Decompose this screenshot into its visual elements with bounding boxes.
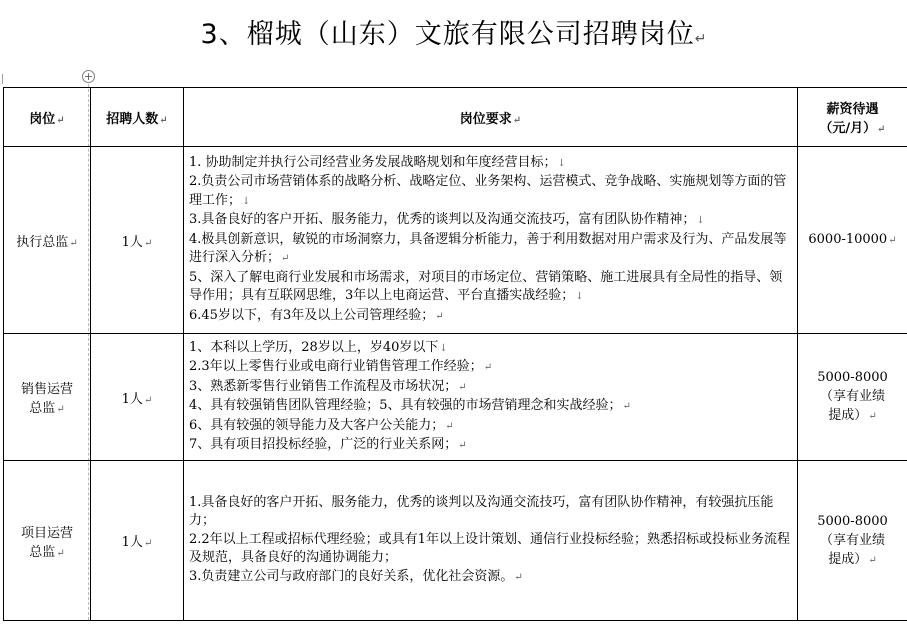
count-cell: 1人↵	[91, 461, 184, 621]
salary-cell: 6000-10000↵	[798, 147, 907, 334]
requirements-cell	[184, 147, 798, 334]
job-table	[3, 87, 907, 621]
table-row	[4, 334, 907, 461]
requirement-line: 1.具备良好的客户开拓、服务能力，优秀的谈判以及沟通交流技巧，富有团队协作精神，有较强抗压能力；	[189, 494, 774, 529]
count-cell: 1人↵	[91, 334, 184, 461]
header-requirements: 岗位要求↵	[184, 88, 798, 147]
requirement-line: 2.3年以上零售行业或电商行业销售管理工作经验；↵	[189, 359, 493, 374]
header-position: 岗位↵	[4, 88, 91, 147]
header-salary: 薪资待遇 （元/月）↵	[798, 88, 907, 147]
requirement-line: 3、熟悉新零售行业销售工作流程及市场状况；↵	[189, 378, 467, 394]
requirements-cell	[184, 334, 798, 461]
paragraph-mark: ↵	[694, 31, 707, 47]
requirement-line: 2.2年以上工程或招标代理经验；或具有1年以上设计策划、通信行业投标经验；熟悉招标或投标业务流程及规范，具备良好的沟通协调能力；	[189, 531, 790, 566]
page-title	[0, 12, 907, 51]
requirement-line: 4、具有较强销售团队管理经验；5、具有较强的市场营销理念和实战经验；↵	[189, 398, 631, 413]
requirement-line: 7、具有项目招投标经验，广泛的行业关系网；↵	[189, 437, 467, 452]
position-cell: 销售运营 总监↵	[4, 334, 91, 461]
table-header-row	[4, 88, 907, 147]
requirements-cell	[184, 461, 798, 621]
count-cell: 1人↵	[91, 147, 184, 334]
requirement-line: 5、深入了解电商行业发展和市场需求，对项目的市场定位、营销策略、施工进展具有全局性的指导、领导作用；具有互联网思维，3年以上电商运营、平台直播实战经验；↓	[189, 269, 783, 304]
table-move-handle-icon[interactable]: +	[83, 70, 94, 83]
requirement-line: 2.负责公司市场营销体系的战略分析、战略定位、业务架构、运营模式、竞争战略、实施规划等方面的管理工作；↓	[189, 174, 787, 208]
requirement-line: 6、具有较强的领导能力及大客户公关能力；↵	[189, 417, 454, 433]
position-cell: 执行总监↵	[4, 147, 91, 334]
salary-cell: 5000-8000 （享有业绩 提成）↵	[798, 461, 907, 621]
header-count: 招聘人数↵	[91, 88, 184, 147]
requirement-line: 1、本科以上学历，28岁以上，岁40岁以下↓	[189, 339, 448, 355]
requirement-line: 1. 协助制定并执行公司经营业务发展战略规划和年度经营目标；↓	[189, 154, 566, 170]
table-row	[4, 461, 907, 621]
requirement-line: 6.45岁以下，有3年及以上公司管理经验；↵	[189, 307, 444, 323]
requirement-line: 3.负责建立公司与政府部门的良好关系，优化社会资源。↵	[189, 568, 523, 584]
requirement-line: 3.具备良好的客户开拓、服务能力，优秀的谈判以及沟通交流技巧，富有团队协作精神；↓	[189, 212, 705, 228]
page-title-text: 3、榴城（山东）文旅有限公司招聘岗位	[200, 19, 695, 50]
position-cell: 项目运营 总监↵	[4, 461, 91, 621]
salary-cell: 5000-8000 （享有业绩 提成）↵	[798, 334, 907, 461]
requirement-line: 4.极具创新意识，敏锐的市场洞察力，具备逻辑分析能力，善于利用数据对用户需求及行为、产品发展等进行深入分析；↵	[189, 231, 787, 266]
margin-corner-mark	[2, 74, 3, 84]
table-row	[4, 147, 907, 334]
